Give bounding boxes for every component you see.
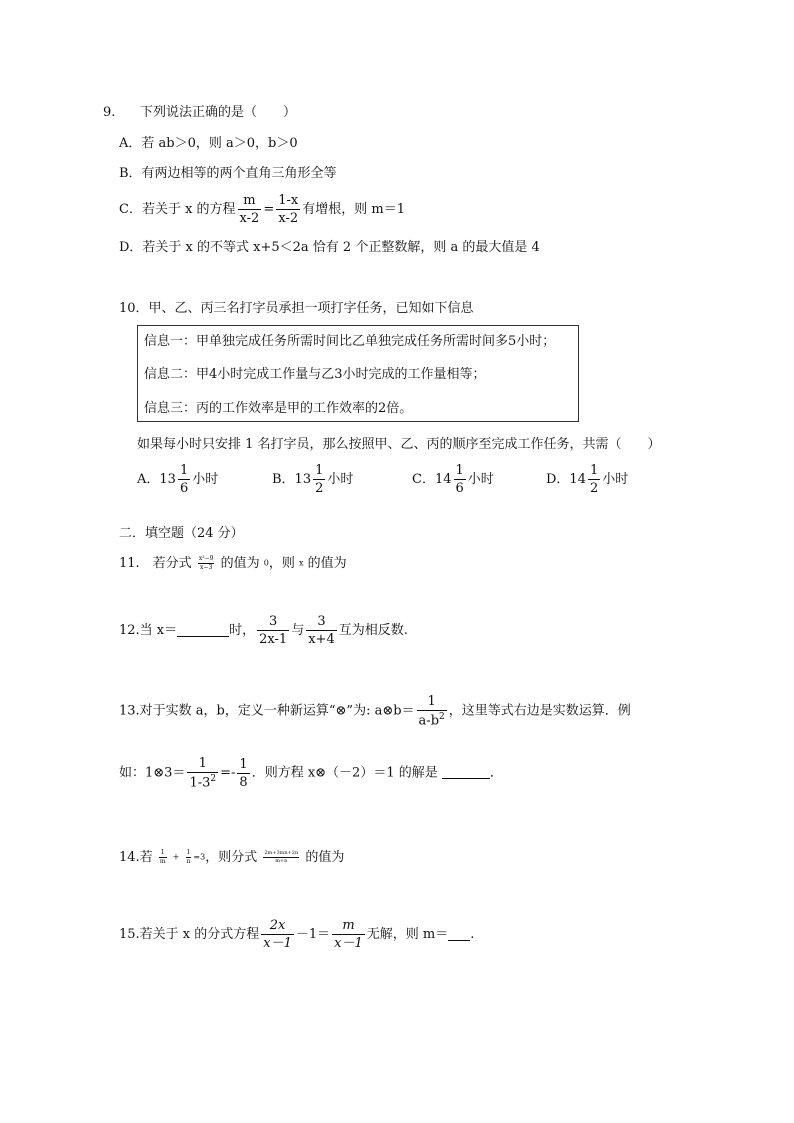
fraction: $\frac{1}{n}$ (186, 849, 191, 865)
fraction: $\frac{1}{a-b^2}$ (418, 694, 445, 729)
fraction: $\frac{\text{x²−9}}{x-3}$ (198, 555, 214, 571)
info-box (137, 325, 579, 422)
q9-option-b: B．有两边相等的两个直角三角形全等 (119, 166, 337, 181)
fraction: $\frac{1}{6}$ (179, 463, 189, 496)
info-line-1: 信息一：甲单独完成任务所需时间比乙单独完成任务所需时间多5小时； (144, 334, 556, 349)
q10-option-b: B．13 $\frac{1}{2}$ 小时 (272, 463, 354, 496)
q10-question: 如果每小时只安排 1 名打字员，那么按照甲、乙、丙的顺序至完成工作任务，共需（ ） (137, 437, 661, 452)
q10-stem: 10．甲、乙、丙三名打字员承担一项打字任务，已知如下信息 (119, 301, 474, 316)
q13-line2: 如：1⊗3＝ $\frac{1}{1-3^2}$ =- $\frac{1}{8}$ ．则方程 x⊗（－2）＝1 的解是 ． (119, 756, 503, 791)
info-line-2: 信息二：甲4小时完成工作量与乙3小时完成的工作量相等； (144, 367, 486, 382)
q14: 14.若 $\frac{1}{m}$ + $\frac{1}{n}$ =3，则分式 $\frac{2m+3mn+2n}{m+n}$ 的值为 (119, 849, 345, 865)
fraction: $\frac{1}{6}$ (455, 463, 464, 496)
q13-line1: 13.对于实数 a，b，定义一种新运算“⊗”为: a⊗b＝ $\frac{1}{a-b^2}$ ，这里等式右边是实数运算．例 (119, 694, 631, 729)
q12: 12.当 x＝ 时， $\frac{3}{2x-1}$ 与 $\frac{3}{x+4}$ 互为相反数. (119, 614, 408, 647)
q9-option-c: C．若关于 x 的方程 $\frac{m}{x-2}$ = $\frac{1-x}{x-2}$ 有增根，则 m＝1 (119, 193, 405, 226)
fraction: $\frac{1}{1-3^2}$ (189, 756, 217, 791)
fraction: $\frac{1}{2}$ (315, 463, 324, 496)
fraction: $\frac{m}{x-1}$ (334, 918, 363, 951)
fraction: $\frac{m}{x-2}$ (239, 193, 260, 226)
section-title: 二．填空题（24 分） (119, 526, 244, 541)
answer-blank[interactable] (177, 625, 229, 637)
fraction: $\frac{1}{m}$ (159, 849, 166, 865)
fraction: $\frac{3}{2x-1}$ (259, 614, 288, 647)
q11: 11. 若分式 $\frac{\text{x²−9}}{x-3}$ 的值为 0，则 x 的值为 (119, 555, 347, 571)
answer-blank[interactable] (448, 929, 470, 941)
fraction: $\frac{1}{2}$ (589, 463, 599, 496)
fraction: $\frac{1}{8}$ (239, 756, 248, 790)
q10-option-c: C．14 $\frac{1}{6}$ 小时 (412, 463, 494, 496)
fraction: $\frac{3}{x+4}$ (308, 614, 335, 647)
info-line-3: 信息三：丙的工作效率是甲的工作效率的2倍。 (144, 401, 413, 416)
answer-blank[interactable] (442, 767, 490, 779)
fraction: $\frac{2x}{x-1}$ (263, 918, 292, 951)
q9-option-a: A．若 ab＞0，则 a＞0，b＞0 (119, 136, 298, 151)
fraction: $\frac{1-x}{x-2}$ (278, 193, 299, 226)
q9-stem: 下列说法正确的是（ ） (140, 105, 297, 120)
q10-option-d: D．14 $\frac{1}{2}$ 小时 (546, 463, 629, 496)
fraction: $\frac{2m+3mn+2n}{m+n}$ (264, 850, 299, 864)
q9-option-d: D．若关于 x 的不等式 x+5＜2a 恰有 2 个正整数解，则 a 的最大值是 4 (119, 240, 540, 255)
q10-option-a: A．13 $\frac{1}{6}$ 小时 (137, 463, 219, 496)
q9-number: 9. (103, 105, 116, 120)
q15: 15.若关于 x 的分式方程 $\frac{2x}{x-1}$ －1＝ $\frac{m}{x-1}$ 无解，则 m＝ . (119, 918, 475, 951)
